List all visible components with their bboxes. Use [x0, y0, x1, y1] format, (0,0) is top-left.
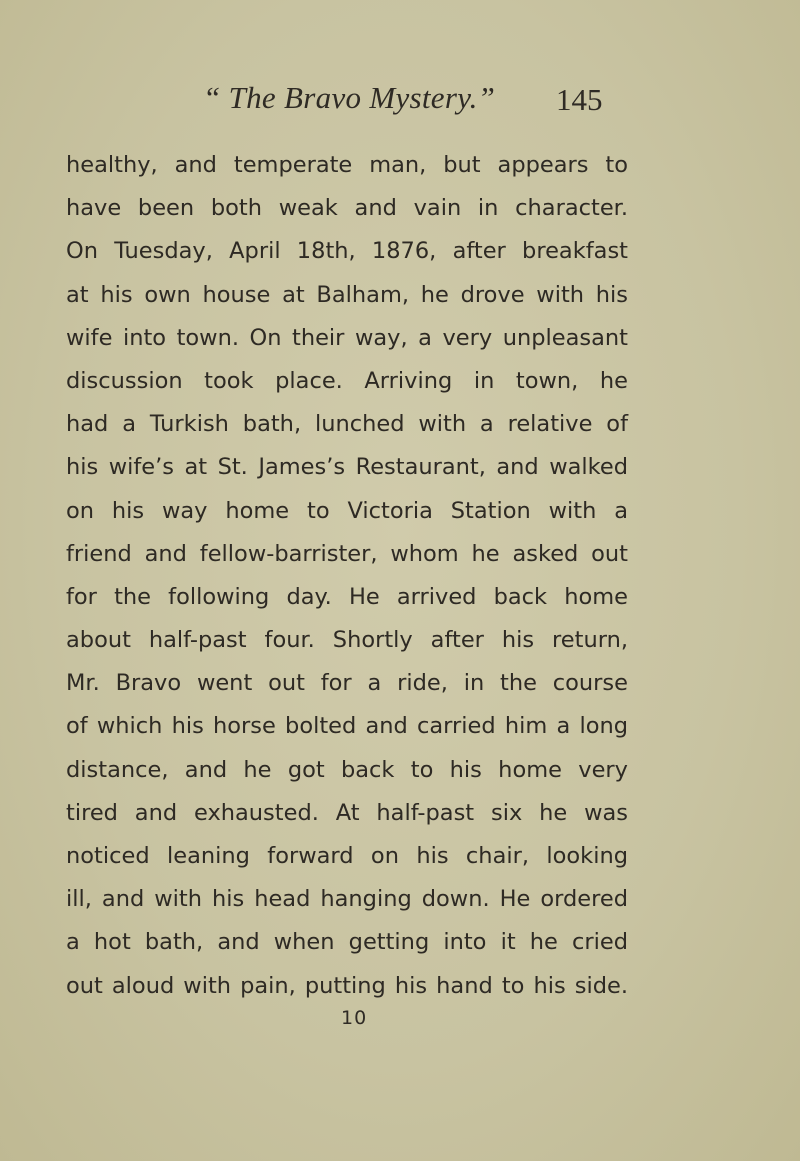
text-line: ill, and with his head hanging down. He ordered — [66, 886, 628, 913]
text-line: Mr. Bravo went out for a ride, in the course — [66, 670, 628, 697]
text-line: healthy, and temperate man, but appears to — [66, 152, 628, 178]
text-line: discussion took place. Arriving in town, he — [66, 367, 628, 394]
text-line: of which his horse bolted and carried him a long — [66, 713, 628, 740]
text-line: his wife’s at St. James’s Restaurant, and walked — [66, 454, 628, 481]
body-text — [66, 144, 628, 1008]
text-line: distance, and he got back to his home very — [66, 756, 628, 783]
text-line: on his way home to Victoria Station with a — [66, 497, 628, 524]
text-line: out aloud with pain, putting his hand to his side. — [66, 972, 628, 999]
text-line: noticed leaning forward on his chair, looking — [66, 843, 628, 869]
text-line: for the following day. He arrived back home — [66, 583, 628, 610]
text-line: friend and fellow-barrister, whom he asked out — [66, 540, 628, 567]
text-line: had a Turkish bath, lunched with a relative of — [66, 411, 628, 438]
text-line: wife into town. On their way, a very unpleasant — [66, 324, 628, 351]
text-line: tired and exhausted. At half-past six he was — [66, 799, 628, 826]
text-line: about half-past four. Shortly after his return, — [66, 627, 628, 654]
text-line: have been both weak and vain in character. — [66, 195, 628, 222]
text-line: a hot bath, and when getting into it he cried — [66, 929, 628, 956]
text-line: On Tuesday, April 18th, 1876, after breakfast — [66, 238, 628, 265]
signature-mark: 10 — [341, 1007, 368, 1029]
text-line: at his own house at Balham, he drove with his — [66, 281, 628, 308]
page-number: 145 — [556, 82, 603, 117]
running-title: “ The Bravo Mystery.” — [203, 80, 496, 115]
